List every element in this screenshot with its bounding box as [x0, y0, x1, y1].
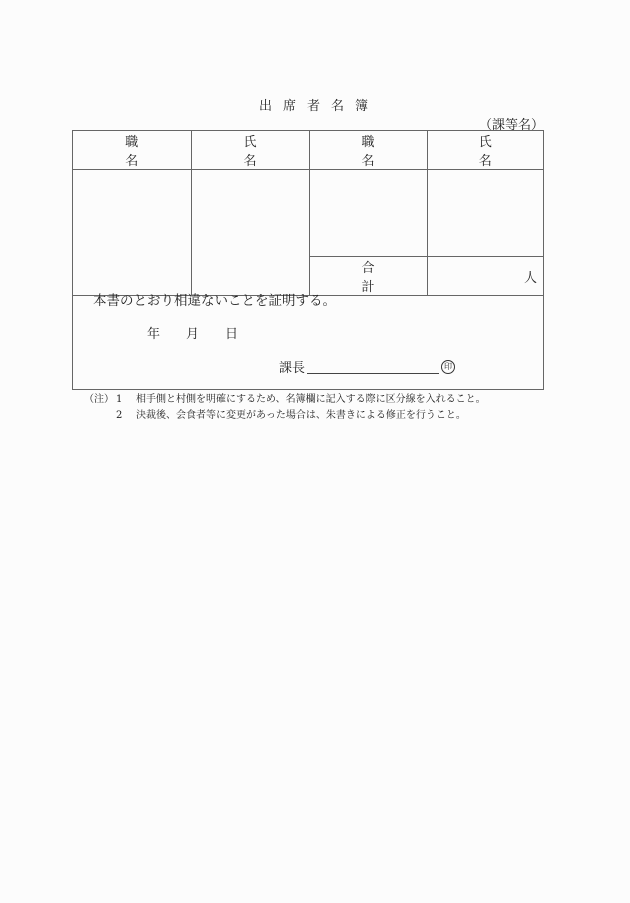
header-title-1: 職 名	[73, 131, 191, 170]
seal-icon: 印	[441, 360, 455, 374]
date-day-label: 日	[225, 327, 239, 342]
date-month-label: 月	[186, 327, 200, 342]
signature-block	[279, 357, 455, 376]
name-cell-2[interactable]	[427, 170, 543, 257]
total-value[interactable]: 人	[427, 257, 543, 296]
title-cell-1[interactable]	[73, 170, 191, 296]
note-item	[84, 392, 486, 408]
name-cell-1[interactable]	[191, 170, 309, 296]
header-name-1: 氏 名	[191, 131, 309, 170]
notes-section	[84, 392, 486, 424]
title-cell-2[interactable]	[309, 170, 427, 257]
certification-statement: 本書のとおり相違ないことを証明する。	[93, 293, 336, 309]
table-row	[73, 170, 543, 257]
attendee-form	[72, 130, 557, 390]
header-title-2: 職 名	[309, 131, 427, 170]
signer-label: 課長	[279, 361, 306, 376]
page-title: 出席者名簿	[258, 99, 379, 114]
total-label: 合 計	[309, 257, 427, 296]
note-item	[84, 408, 486, 424]
header-name-2: 氏 名	[427, 131, 543, 170]
note-text: 相手側と村側を明確にするため、名簿欄に記入する際に区分線を入れること。	[136, 394, 486, 405]
note-number: 2	[116, 410, 123, 421]
attendee-table	[73, 131, 557, 296]
note-text: 決裁後、会食者等に変更があった場合は、朱書きによる修正を行うこと。	[136, 410, 466, 421]
note-number: 1	[116, 394, 123, 405]
department-label: （課等名）	[478, 118, 544, 133]
table-header-row	[73, 131, 543, 170]
date-year-label: 年	[147, 327, 161, 342]
date-field[interactable]	[147, 323, 238, 342]
notes-prefix: （注）	[84, 394, 114, 405]
signature-line[interactable]	[307, 359, 439, 374]
